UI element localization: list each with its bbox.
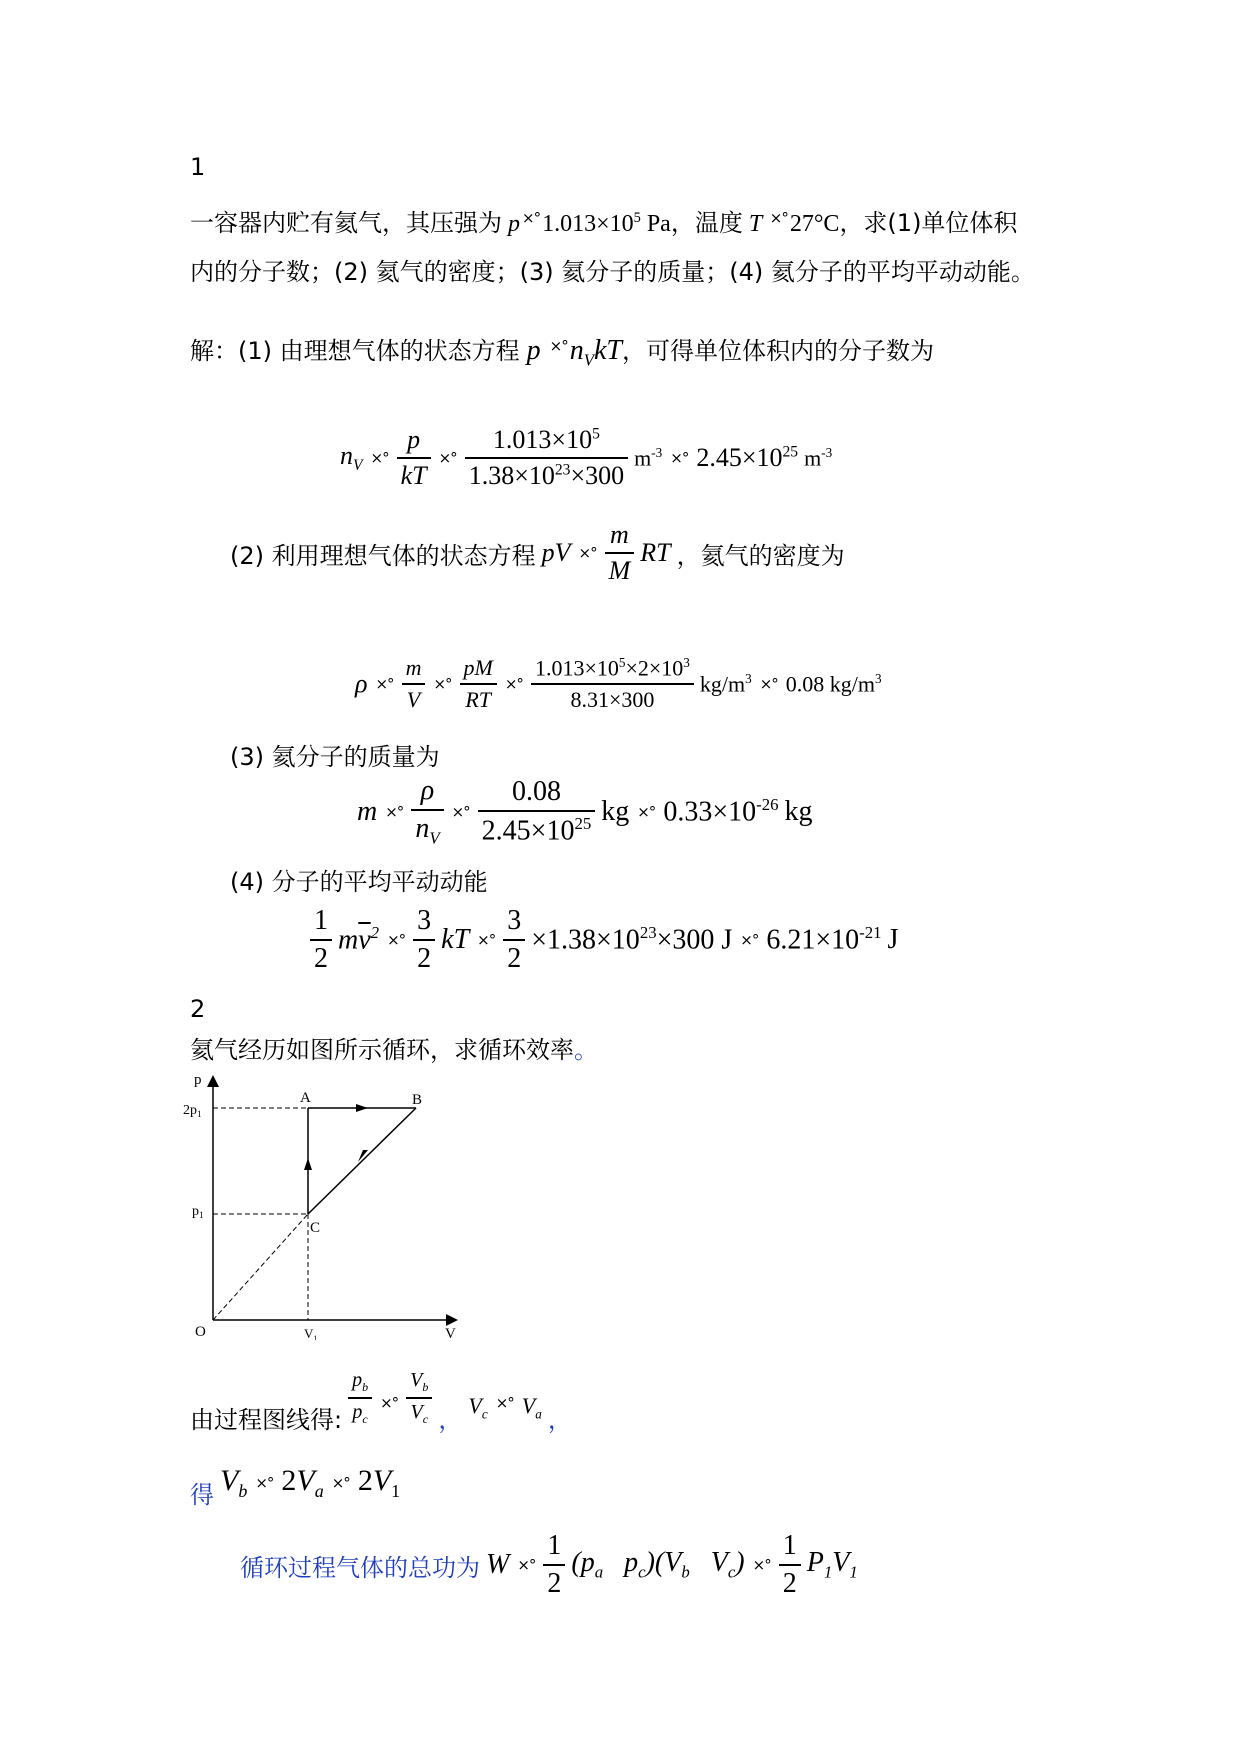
point-a-label: A	[300, 1090, 311, 1106]
pv-cycle-diagram	[180, 1070, 480, 1340]
point-c-label: C	[310, 1220, 321, 1236]
problem2-statement: 氦气经历如图所示循环，求循环效率。	[190, 1036, 598, 1064]
label-p1: $p_1$	[192, 1204, 204, 1220]
label-2p1: $2p_1$	[183, 1103, 202, 1119]
problem2-number: 2	[190, 995, 206, 1023]
problem-statement-line1: 一容器内贮有氦气，其压强为 p $^{\times^\circ}1.013\times 10^5$ Pa，温度 T ×°27°C，求(1)单位体积	[190, 209, 1018, 237]
label-v1: $V_1$	[304, 1326, 318, 1340]
point-b-label: B	[412, 1092, 423, 1108]
origin-label: O	[195, 1324, 206, 1340]
p-axis-label: p	[194, 1072, 202, 1088]
solution2-intro: (2) 利用理想气体的状态方程 pV ×° $\frac{m}{M}$ RT ，氦气的密度为	[230, 520, 845, 585]
equation-density: ρ ×° $\frac{m}{V}$ ×° $\frac{pM}{RT}$ ×° $\frac{1.013\times 10^5\times 2\times 10^3}{8.31\times 300}$ $kg/m^3$ ×° 0.08 $kg/m^3$	[355, 655, 882, 713]
derivation-work: 循环过程气体的总功为 W ×° $\frac{1}{2}$ ($p_a$ $p_c)(V_b$ $V_c$) ×° $\frac{1}{2}$ $P_1V_1$	[240, 1530, 858, 1599]
solution1-intro: 解：(1) 由理想气体的状态方程 p $^{\times^\circ}n_VkT$，可得单位体积内的分子数为	[190, 335, 934, 370]
solution3-intro: (3) 氦分子的质量为	[230, 743, 440, 771]
problem-number: 1	[190, 153, 206, 181]
equation-kinetic-energy: $\frac{1}{2}$ $m\overline{v}^2$ ×° $\frac{3}{2}$ kT ×° $\frac{3}{2}$ $\times 1.38\times 10^{23}\times 300$ J ×° $6.21\times 10^{-21}$ J	[310, 905, 898, 975]
process-b-c	[308, 1108, 416, 1214]
v-axis-label: V	[445, 1326, 456, 1340]
temperature-value: 27°C	[789, 211, 840, 237]
guide-origin-c	[213, 1214, 308, 1320]
derivation-line1: 由过程图线得: $\frac{p_b}{p_c}$ ×° $\frac{V_b}{V_c}$ ， $V_c$ ×° $V_a$ ，	[190, 1368, 572, 1434]
solution4-intro: (4) 分子的平均平动动能	[230, 868, 488, 896]
equation-number-density: $n_V$ ×° $\frac{p}{kT}$ ×° $\frac{1.013\times 10^5}{1.38\times 10^{23}\times 300}$ $m^{-3}$ ×° $2.45\times 10^{25}$ $m^{-3}$	[340, 425, 833, 490]
problem-statement-line2: 内的分子数；(2) 氦气的密度；(3) 氦分子的质量；(4) 氦分子的平均平动动能。	[190, 258, 1035, 286]
equation-molecule-mass: m ×° $\frac{\rho}{n_V}$ ×° $\frac{0.08}{2.45\times 10^{25}}$ kg ×° $0.33\times 10^{-26}$ kg	[357, 775, 813, 848]
derivation-line2: 得 $V_b$ ×° $2V_a$ ×° $2V_1$	[190, 1463, 401, 1509]
pressure-value: $1.013\times 10^5$ Pa	[542, 210, 671, 237]
